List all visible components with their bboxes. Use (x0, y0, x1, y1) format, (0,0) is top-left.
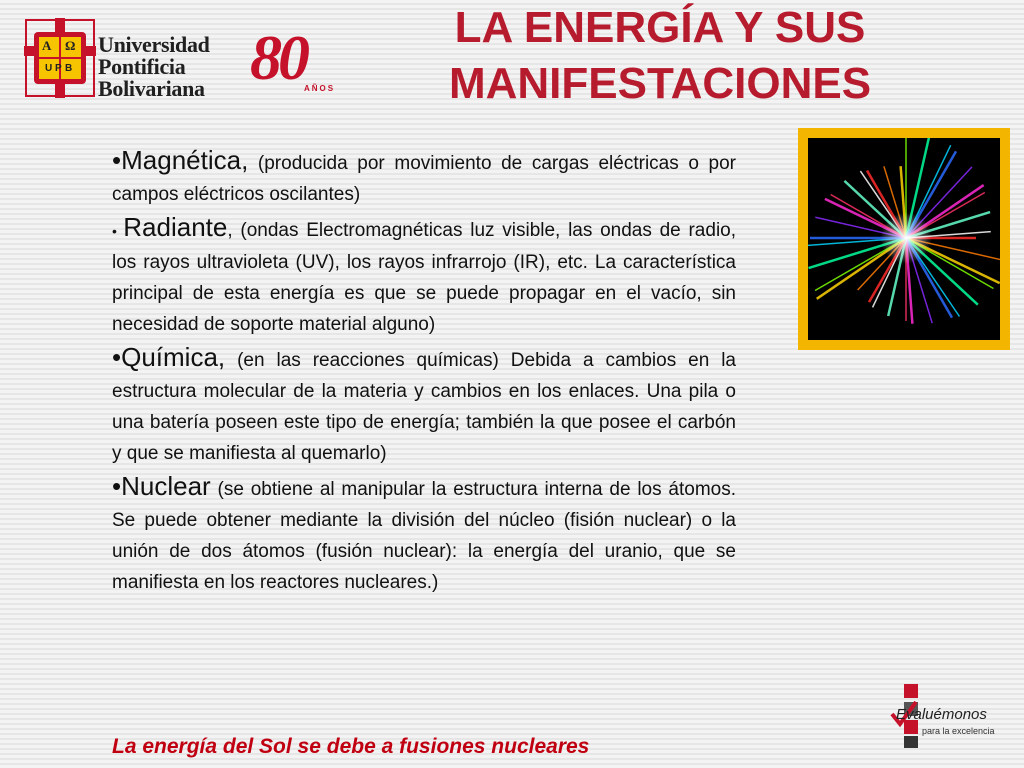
evaluemonos-logo (882, 680, 1012, 750)
item-name: Radiante (123, 212, 228, 242)
upb-shield-icon (24, 18, 96, 98)
light-burst-image (808, 138, 1000, 340)
shield-letter-p: P (55, 63, 62, 74)
item-text: (se obtiene al manipular la estructura interna de los átomos. Se puede obtener mediante la división del núcleo (fisión nuclear) o la unión de dos átomos (fusión nuclear): la energía del uranio, que se manifiesta en los reactores nucleares.) (112, 479, 736, 593)
university-name-line3: Bolivariana (98, 76, 205, 101)
shield-letter-u: U (45, 63, 53, 74)
item-name: Magnética, (121, 145, 249, 175)
university-name-line1: Universidad (98, 32, 210, 57)
anniversary-number: 80 (250, 22, 306, 93)
item-text: (en las reacciones químicas) Debida a cambios en la estructura molecular de la materia y cambios en los enlaces. Una pila o una batería poseen este tipo de energía; también la que posee el carbón y que se manifiesta al quemarlo) (112, 350, 736, 464)
anniversary-logo (250, 22, 356, 100)
evaluemonos-tagline: para la excelencia (922, 726, 995, 736)
light-burst-icon (808, 138, 1000, 340)
item-name: Nuclear (121, 471, 211, 501)
item-bullet: • (112, 342, 122, 372)
light-burst-image-frame (798, 128, 1010, 350)
item-bullet: • (112, 471, 122, 501)
university-name (98, 34, 210, 100)
item-bullet: • (112, 223, 124, 239)
item-name: Química, (121, 342, 226, 372)
item-text: , (ondas Electromagnéticas luz visible, las ondas de radio, los rayos ultravioleta (UV), los rayos infrarrojo (IR), etc. La característica principal de esta energía es que se puede propagar en el vacío, sin necesidad de soporte material alguno) (112, 220, 737, 335)
shield-letter-b: B (65, 63, 73, 74)
title-line2: MANIFESTACIONES (448, 59, 872, 108)
content-body (112, 145, 736, 600)
footer-note: La energía del Sol se debe a fusiones nucleares (112, 735, 590, 758)
upb-logo (24, 18, 239, 100)
list-item (112, 342, 736, 469)
item-text: (producida por movimiento de cargas eléctricas o por campos eléctricos oscilantes) (112, 153, 736, 205)
list-item (112, 145, 736, 210)
list-item (112, 471, 736, 598)
list-item (112, 212, 736, 340)
page-title (380, 0, 940, 112)
shield-letter-omega: Ω (65, 38, 76, 53)
title-line1: LA ENERGÍA Y SUS (454, 3, 866, 52)
shield-letter-a: A (42, 38, 52, 53)
university-name-line2: Pontificia (98, 54, 186, 79)
anniversary-label: AÑOS (304, 84, 336, 93)
evaluemonos-brand: Evaluémonos (896, 706, 987, 723)
light-center-glow (880, 212, 932, 264)
item-bullet: • (112, 145, 122, 175)
